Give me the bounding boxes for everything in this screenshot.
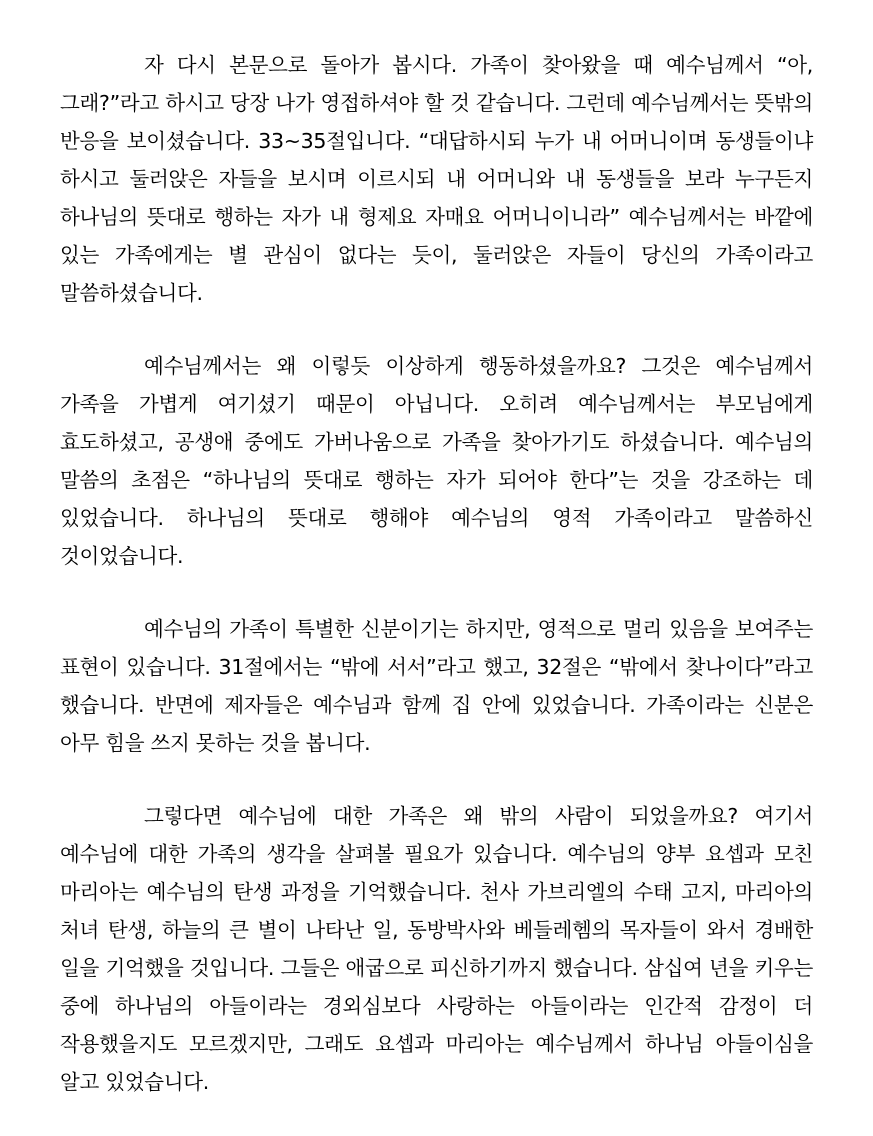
paragraph-1: 자 다시 본문으로 돌아가 봅시다. 가족이 찾아왔을 때 예수님께서 “아, 그래?”라고 하시고 당장 나가 영접하셔야 할 것 같습니다. 그런데 예수님께서는 뜻밖의 반응을 보이셨습니다. 33~35절입니다. “대답하시되 누가 내 어머니이며 동생들이냐 하시고 둘러앉은 자들을 보시며 이르시되 내 어머니와 내 동생들을 보라 누구든지 하나님의 뜻대로 행하는 자가 내 형제요 자매요 어머니이니라” 예수님께서는 바깥에 있는 가족에게는 별 관심이 없다는 듯이, 둘러앉은 자들이 당신의 가족이라고 말씀하셨습니다.	[60, 53, 813, 305]
document-page	[60, 46, 813, 1136]
paragraph-4: 그렇다면 예수님에 대한 가족은 왜 밖의 사람이 되었을까요? 여기서 예수님에 대한 가족의 생각을 살펴볼 필요가 있습니다. 예수님의 양부 요셉과 모친 마리아는 예수님의 탄생 과정을 기억했습니다. 천사 가브리엘의 수태 고지, 마리아의 처녀 탄생, 하늘의 큰 별이 나타난 일, 동방박사와 베들레헴의 목자들이 와서 경배한 일을 기억했을 것입니다. 그들은 애굽으로 피신하기까지 했습니다. 삼십여 년을 키우는 중에 하나님의 아들이라는 경외심보다 사랑하는 아들이라는 인간적 감정이 더 작용했을지도 모르겠지만, 그래도 요셉과 마리아는 예수님께서 하나님 아들이심을 알고 있었습니다.	[60, 804, 813, 1094]
paragraph-3: 예수님의 가족이 특별한 신분이기는 하지만, 영적으로 멀리 있음을 보여주는 표현이 있습니다. 31절에서는 “밖에 서서”라고 했고, 32절은 “밖에서 찾나이다”라고 했습니다. 반면에 제자들은 예수님과 함께 집 안에 있었습니다. 가족이라는 신분은 아무 힘을 쓰지 못하는 것을 봅니다.	[60, 617, 813, 755]
paragraph-2: 예수님께서는 왜 이렇듯 이상하게 행동하셨을까요? 그것은 예수님께서 가족을 가볍게 여기셨기 때문이 아닙니다. 오히려 예수님께서는 부모님에게 효도하셨고, 공생애 중에도 가버나움으로 가족을 찾아가기도 하셨습니다. 예수님의 말씀의 초점은 “하나님의 뜻대로 행하는 자가 되어야 한다”는 것을 강조하는 데 있었습니다. 하나님의 뜻대로 행해야 예수님의 영적 가족이라고 말씀하신 것이었습니다.	[60, 354, 813, 568]
